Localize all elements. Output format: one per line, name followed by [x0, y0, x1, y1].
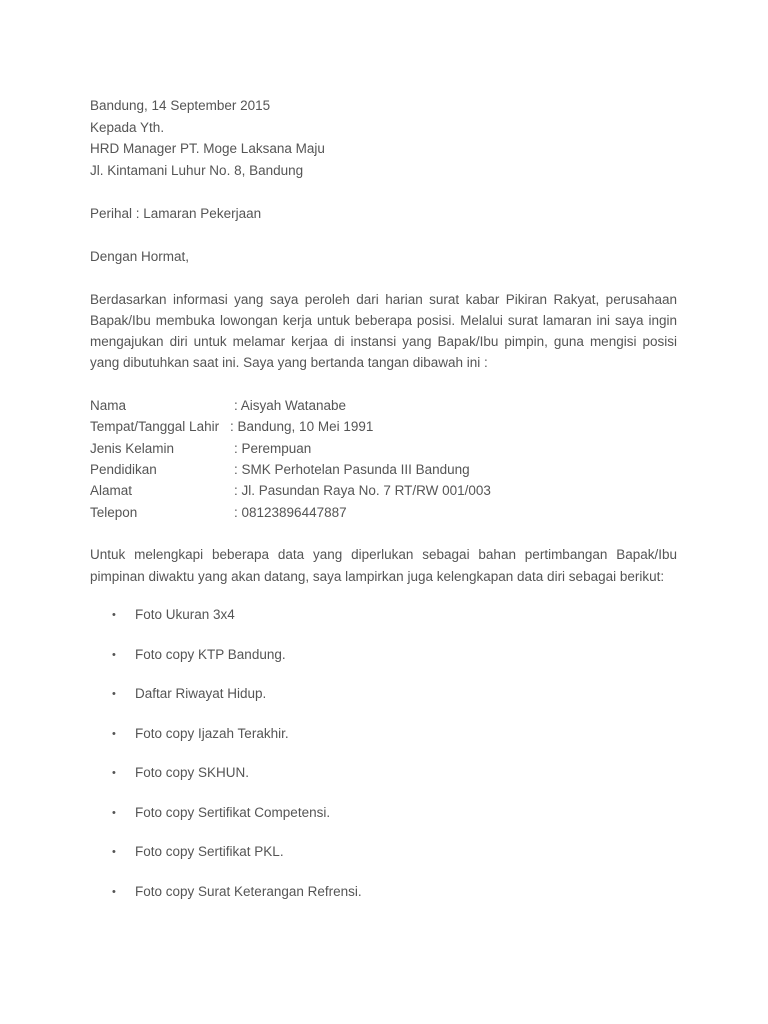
info-value: : Bandung, 10 Mei 1991: [230, 419, 374, 435]
list-item: [90, 842, 677, 882]
info-row: [90, 502, 677, 523]
list-item: [90, 724, 677, 764]
info-value: : SMK Perhotelan Pasunda III Bandung: [234, 462, 470, 478]
info-label: Tempat/Tanggal Lahir: [90, 419, 220, 435]
salutation: Dengan Hormat,: [90, 248, 190, 264]
bullet-icon: •: [112, 688, 116, 701]
info-value: : Jl. Pasundan Raya No. 7 RT/RW 001/003: [234, 483, 491, 499]
bullet-icon: •: [112, 727, 116, 740]
info-value: : Perempuan: [234, 440, 312, 456]
info-label: Nama: [90, 398, 127, 414]
letter-body: [90, 95, 677, 921]
list-item: [90, 605, 677, 645]
list-item-text: Daftar Riwayat Hidup.: [135, 686, 267, 702]
info-row: [90, 459, 677, 480]
recipient-line: Jl. Kintamani Luhur No. 8, Bandung: [90, 162, 304, 178]
list-item-text: Foto copy SKHUN.: [135, 765, 250, 781]
list-item: [90, 684, 677, 724]
bullet-icon: •: [112, 609, 116, 622]
info-row: [90, 438, 677, 459]
list-item-text: Foto copy Sertifikat PKL.: [135, 844, 284, 860]
bullet-icon: •: [112, 767, 116, 780]
bullet-icon: •: [112, 846, 116, 859]
info-row: [90, 416, 677, 437]
attachment-list: [90, 605, 677, 921]
list-item-text: Foto Ukuran 3x4: [135, 607, 235, 623]
personal-info: [90, 395, 677, 523]
info-label: Alamat: [90, 483, 133, 499]
closing-paragraph: Untuk melengkapi beberapa data yang diperlukan sebagai bahan pertimbangan Bapak/Ibu pimpinan diwaktu yang akan datang, saya lampirkan juga kelengkapan data diri sebagai berikut:: [90, 547, 677, 584]
list-item: [90, 763, 677, 803]
info-value: : Aisyah Watanabe: [234, 398, 347, 414]
recipient-line: HRD Manager PT. Moge Laksana Maju: [90, 141, 325, 156]
info-label: Telepon: [90, 504, 138, 520]
list-item-text: Foto copy KTP Bandung.: [135, 646, 286, 662]
list-item-text: Foto copy Surat Keterangan Refrensi.: [135, 883, 362, 899]
date-line: Bandung, 14 September 2015: [90, 98, 271, 113]
info-value: : 08123896447887: [234, 504, 347, 520]
intro-paragraph: Berdasarkan informasi yang saya peroleh dari harian surat kabar Pikiran Rakyat, perusahaan Bapak/Ibu membuka lowongan kerja untuk beberapa posisi. Melalui surat lamaran ini saya ingin mengajukan diri untuk melamar kerjaa di instansi yang Bapak/Ibu pimpin, guna mengisi posisi yang dibutuhkan saat ini. Saya yang bertanda tangan dibawah ini :: [90, 291, 677, 371]
bullet-icon: •: [112, 885, 116, 898]
info-label: Pendidikan: [90, 462, 157, 478]
info-row: [90, 480, 677, 501]
list-item-text: Foto copy Sertifikat Competensi.: [135, 804, 331, 820]
list-item-text: Foto copy Ijazah Terakhir.: [135, 725, 289, 741]
subject-line: Perihal : Lamaran Pekerjaan: [90, 205, 262, 221]
list-item: [90, 645, 677, 685]
recipient-line: Kepada Yth.: [90, 119, 165, 135]
list-item: [90, 882, 677, 922]
info-row: [90, 395, 677, 416]
info-label: Jenis Kelamin: [90, 440, 175, 456]
bullet-icon: •: [112, 806, 116, 819]
list-item: [90, 803, 677, 843]
bullet-icon: •: [112, 648, 116, 661]
